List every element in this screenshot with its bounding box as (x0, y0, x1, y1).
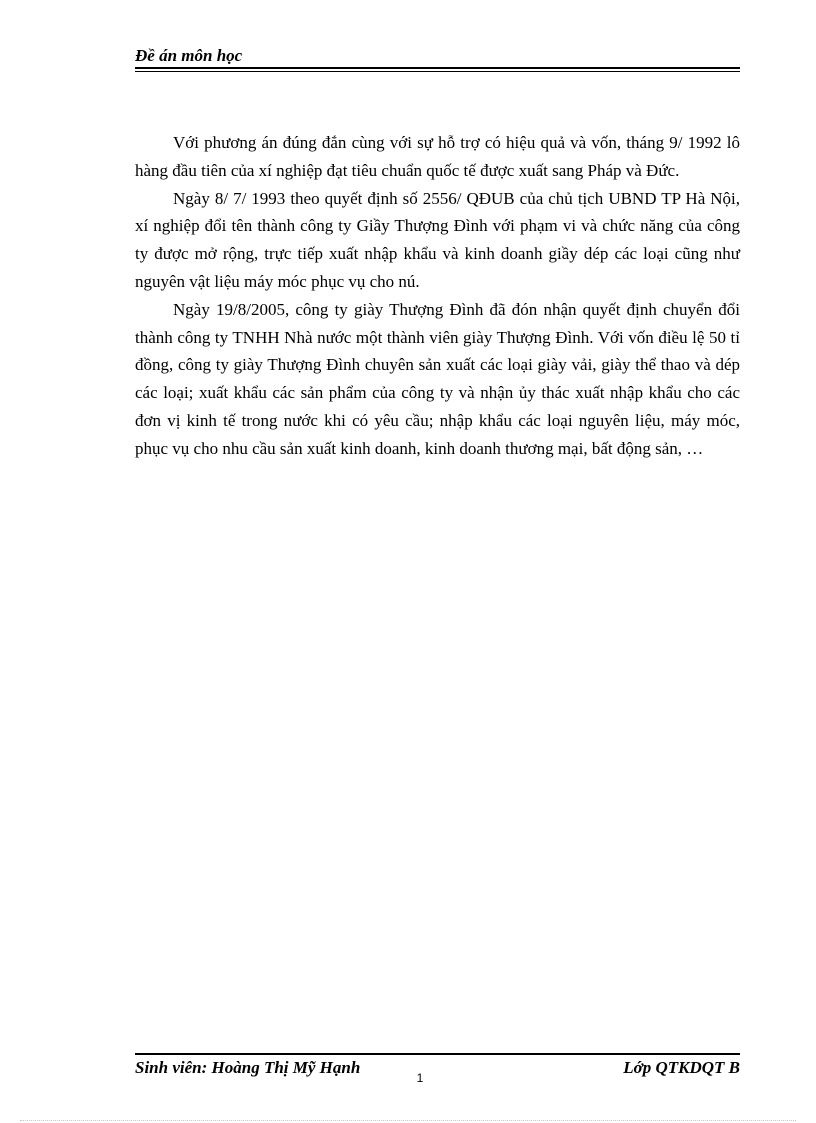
footer-rule (135, 1053, 740, 1055)
page-number: 1 (416, 1071, 424, 1085)
footer-student-name: Sinh viên: Hoàng Thị Mỹ Hạnh (135, 1058, 361, 1077)
footer-class-name: Lớp QTKDQT B (623, 1058, 740, 1077)
paragraph-1: Với phương án đúng đắn cùng với sự hỗ trợ có hiệu quả và vốn, tháng 9/ 1992 lô hàng đầu tiên của xí nghiệp đạt tiêu chuẩn quốc tế được xuất sang Pháp và Đức. (135, 133, 740, 180)
page-edge-divider (20, 1120, 796, 1121)
body-text (135, 129, 740, 463)
header-rule-thick (135, 67, 740, 69)
header-rule-thin (135, 71, 740, 72)
header-title: Đề án môn học (135, 46, 243, 65)
paragraph-2: Ngày 8/ 7/ 1993 theo quyết định số 2556/ QĐUB của chủ tịch UBND TP Hà Nội, xí nghiệp đổi tên thành công ty Giầy Thượng Đình với phạm vi và chức năng của công ty được mở rộng, trực tiếp xuất nhập khẩu và kinh doanh giầy dép các loại cũng như nguyên vật liệu máy móc phục vụ cho nú. (135, 188, 740, 291)
paragraph-3: Ngày 19/8/2005, công ty giày Thượng Đình đã đón nhận quyết định chuyển đổi thành công ty TNHH Nhà nước một thành viên giày Thượng Đình. Với vốn điều lệ 50 tỉ đồng, công ty giày Thượng Đình chuyên sản xuất các loại giày vải, giày thể thao và dép các loại; xuất khẩu các sản phẩm của công ty và nhận ủy thác xuất nhập khẩu cho các đơn vị kinh tế trong nước khi có yêu cầu; nhập khẩu các loại nguyên liệu, máy móc, phục vụ cho nhu cầu sản xuất kinh doanh, kinh doanh thương mại, bất động sản, … (135, 299, 740, 458)
